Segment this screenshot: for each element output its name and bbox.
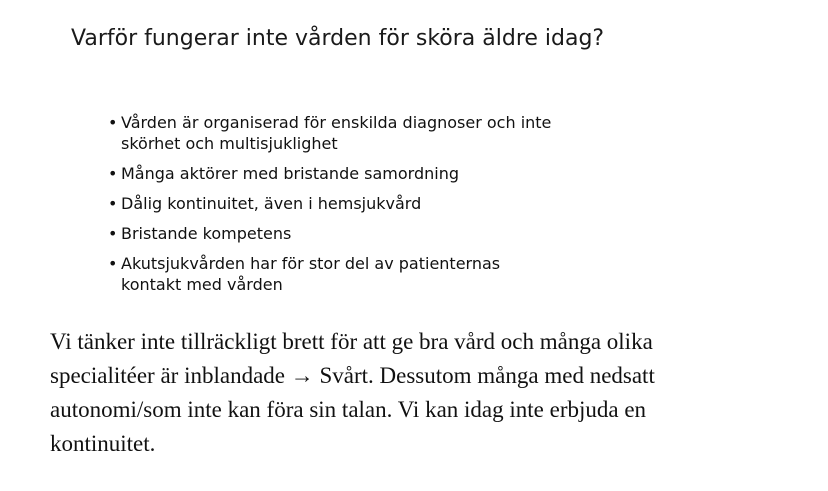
- bullet-item: [108, 223, 608, 244]
- bullet-marker: •: [108, 224, 118, 243]
- note-line: Vi tänker inte tillräckligt brett för att ge bra vård och många olika: [50, 329, 653, 354]
- bullet-list: [108, 112, 608, 304]
- bullet-text-line: Många aktörer med bristande samordning: [121, 164, 460, 183]
- bullet-item: [108, 193, 608, 214]
- bullet-item: [108, 112, 608, 154]
- note-line: autonomi/som inte kan föra sin talan. Vi kan idag inte erbjuda en: [50, 397, 647, 422]
- bullet-item: [108, 163, 608, 184]
- bullet-text-line: Bristande kompetens: [121, 224, 292, 243]
- handwritten-note-paragraph: [50, 325, 790, 461]
- bullet-text-line: kontakt med vården: [121, 275, 283, 294]
- bullet-text-line: Vården är organiserad för enskilda diagnoser och inte: [121, 113, 552, 132]
- note-line: specialitéer är inblandade → Svårt. Dessutom många med nedsatt: [50, 363, 655, 388]
- bullet-marker: •: [108, 194, 118, 213]
- bullet-marker: •: [108, 164, 118, 183]
- bullet-text-line: Dålig kontinuitet, även i hemsjukvård: [121, 194, 422, 213]
- bullet-item: [108, 253, 608, 295]
- bullet-marker: •: [108, 254, 118, 273]
- bullet-marker: •: [108, 113, 118, 132]
- bullet-text-line: skörhet och multisjuklighet: [121, 134, 338, 153]
- slide-title: Varför fungerar inte vården för sköra äldre idag?: [71, 26, 605, 51]
- bullet-text-line: Akutsjukvården har för stor del av patienternas: [121, 254, 501, 273]
- note-line: kontinuitet.: [50, 431, 156, 456]
